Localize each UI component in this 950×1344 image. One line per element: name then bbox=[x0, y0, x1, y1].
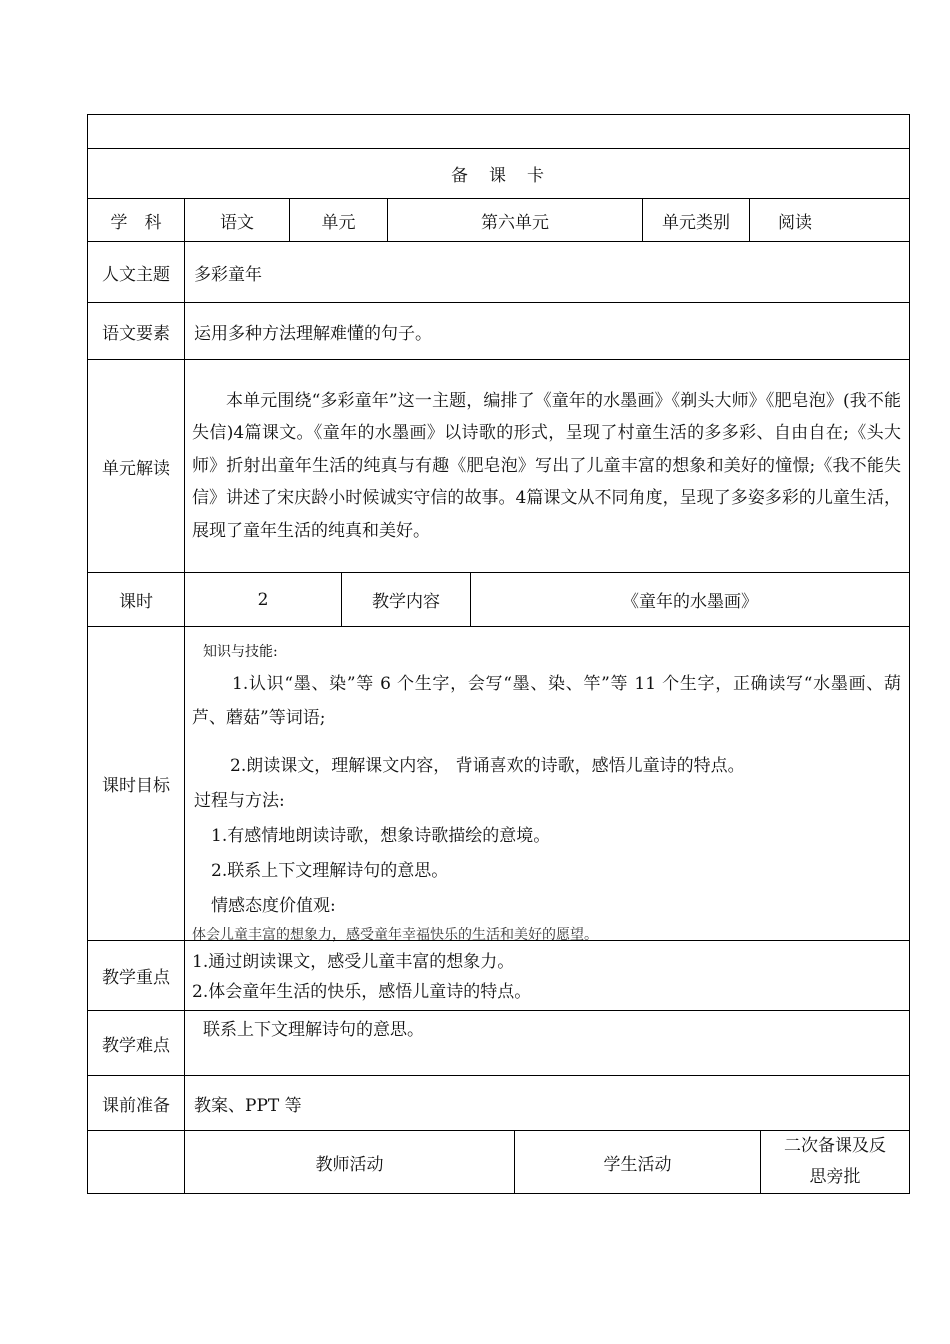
goal-item-2: 2.朗读课文，理解课文内容， 背诵喜欢的诗歌，感悟儿童诗的特点。 bbox=[230, 756, 745, 776]
key-point-1: 1.通过朗读课文，感受儿童丰富的想象力。 bbox=[192, 952, 515, 972]
goals-cell bbox=[184, 627, 909, 943]
interpretation-cell bbox=[184, 360, 909, 572]
unit-value: 第六单元 bbox=[387, 199, 642, 241]
attitude-heading: 情感态度价值观: bbox=[211, 896, 336, 916]
key-points-label: 教学重点 bbox=[102, 968, 170, 988]
content-label: 教学内容 bbox=[341, 573, 470, 626]
knowledge-heading: 知识与技能: bbox=[203, 644, 278, 660]
theme-label: 人文主题 bbox=[102, 264, 170, 285]
theme-value: 多彩童年 bbox=[184, 242, 909, 302]
unit-label: 单元 bbox=[289, 199, 387, 241]
period-value: 2 bbox=[184, 573, 341, 626]
element-label: 语文要素 bbox=[102, 323, 170, 344]
attitude-text: 体会儿童丰富的想象力，感受童年幸福快乐的生活和美好的愿望。 bbox=[192, 927, 598, 943]
interpretation-row bbox=[87, 359, 910, 572]
student-activity-header: 学生活动 bbox=[514, 1131, 760, 1193]
content-value: 《童年的水墨画》 bbox=[470, 573, 909, 626]
activities-row bbox=[87, 1130, 910, 1194]
lesson-row bbox=[87, 572, 910, 626]
interpretation-text: 本单元围绕“多彩童年”这一主题，编排了《童年的水墨画》《剃头大师》《肥皂泡》(我不能失信)4篇课文。《童年的水墨画》以诗歌的形式，呈现了村童生活的多多彩、自由自在;《头大师》折射出童年生活的纯真与有趣《肥皂泡》写出了儿童丰富的想象和美好的憧憬;《我不能失信》讲述了宋庆龄小时候诚实守信的故事。4篇课文从不同角度，呈现了多姿多彩的儿童生活，展现了童年生活的纯真和美好。 bbox=[192, 390, 901, 541]
subject-value: 语文 bbox=[184, 199, 289, 241]
element-value: 运用多种方法理解难懂的句子。 bbox=[184, 303, 909, 359]
activities-blank-cell bbox=[88, 1131, 184, 1193]
card-title: 备 课 卡 bbox=[451, 166, 546, 186]
goal-item-1: 1.认识“墨、染”等 6 个生字，会写“墨、染、竿”等 11 个生字，正确读写“水墨画、葫芦、蘑菇”等词语; bbox=[192, 674, 901, 728]
difficulties-value: 联系上下文理解诗句的意思。 bbox=[203, 1020, 424, 1040]
theme-row bbox=[87, 241, 910, 302]
notes-header-line-2: 思旁批 bbox=[809, 1167, 861, 1187]
goal-item-3: 1.有感情地朗读诗歌，想象诗歌描绘的意境。 bbox=[211, 826, 551, 846]
header-row bbox=[87, 198, 910, 241]
category-value: 阅读 bbox=[749, 199, 909, 241]
preparation-row bbox=[87, 1075, 910, 1130]
preparation-value: 教案、PPT 等 bbox=[184, 1076, 909, 1130]
difficulties-cell bbox=[184, 1011, 909, 1075]
notes-header-line-1: 二次备课及反 bbox=[784, 1136, 886, 1156]
interpretation-label: 单元解读 bbox=[102, 458, 170, 479]
difficulties-label: 教学难点 bbox=[102, 1035, 170, 1056]
blank-row bbox=[87, 114, 910, 148]
period-label: 课时 bbox=[119, 592, 153, 612]
key-point-2: 2.体会童年生活的快乐，感悟儿童诗的特点。 bbox=[192, 982, 532, 1002]
preparation-label: 课前准备 bbox=[102, 1095, 170, 1116]
element-row bbox=[87, 302, 910, 359]
key-points-row bbox=[87, 940, 910, 1010]
category-label: 单元类别 bbox=[642, 199, 749, 241]
title-row bbox=[87, 148, 910, 198]
subject-label: 学 科 bbox=[110, 212, 162, 233]
teacher-activity-header: 教师活动 bbox=[184, 1131, 514, 1193]
goals-label: 课时目标 bbox=[102, 776, 170, 796]
key-points-cell bbox=[184, 941, 909, 1010]
goal-item-4: 2.联系上下文理解诗句的意思。 bbox=[211, 861, 449, 881]
goals-row bbox=[87, 626, 910, 943]
notes-header bbox=[760, 1131, 909, 1193]
difficulties-row bbox=[87, 1010, 910, 1075]
process-heading: 过程与方法: bbox=[194, 791, 285, 811]
